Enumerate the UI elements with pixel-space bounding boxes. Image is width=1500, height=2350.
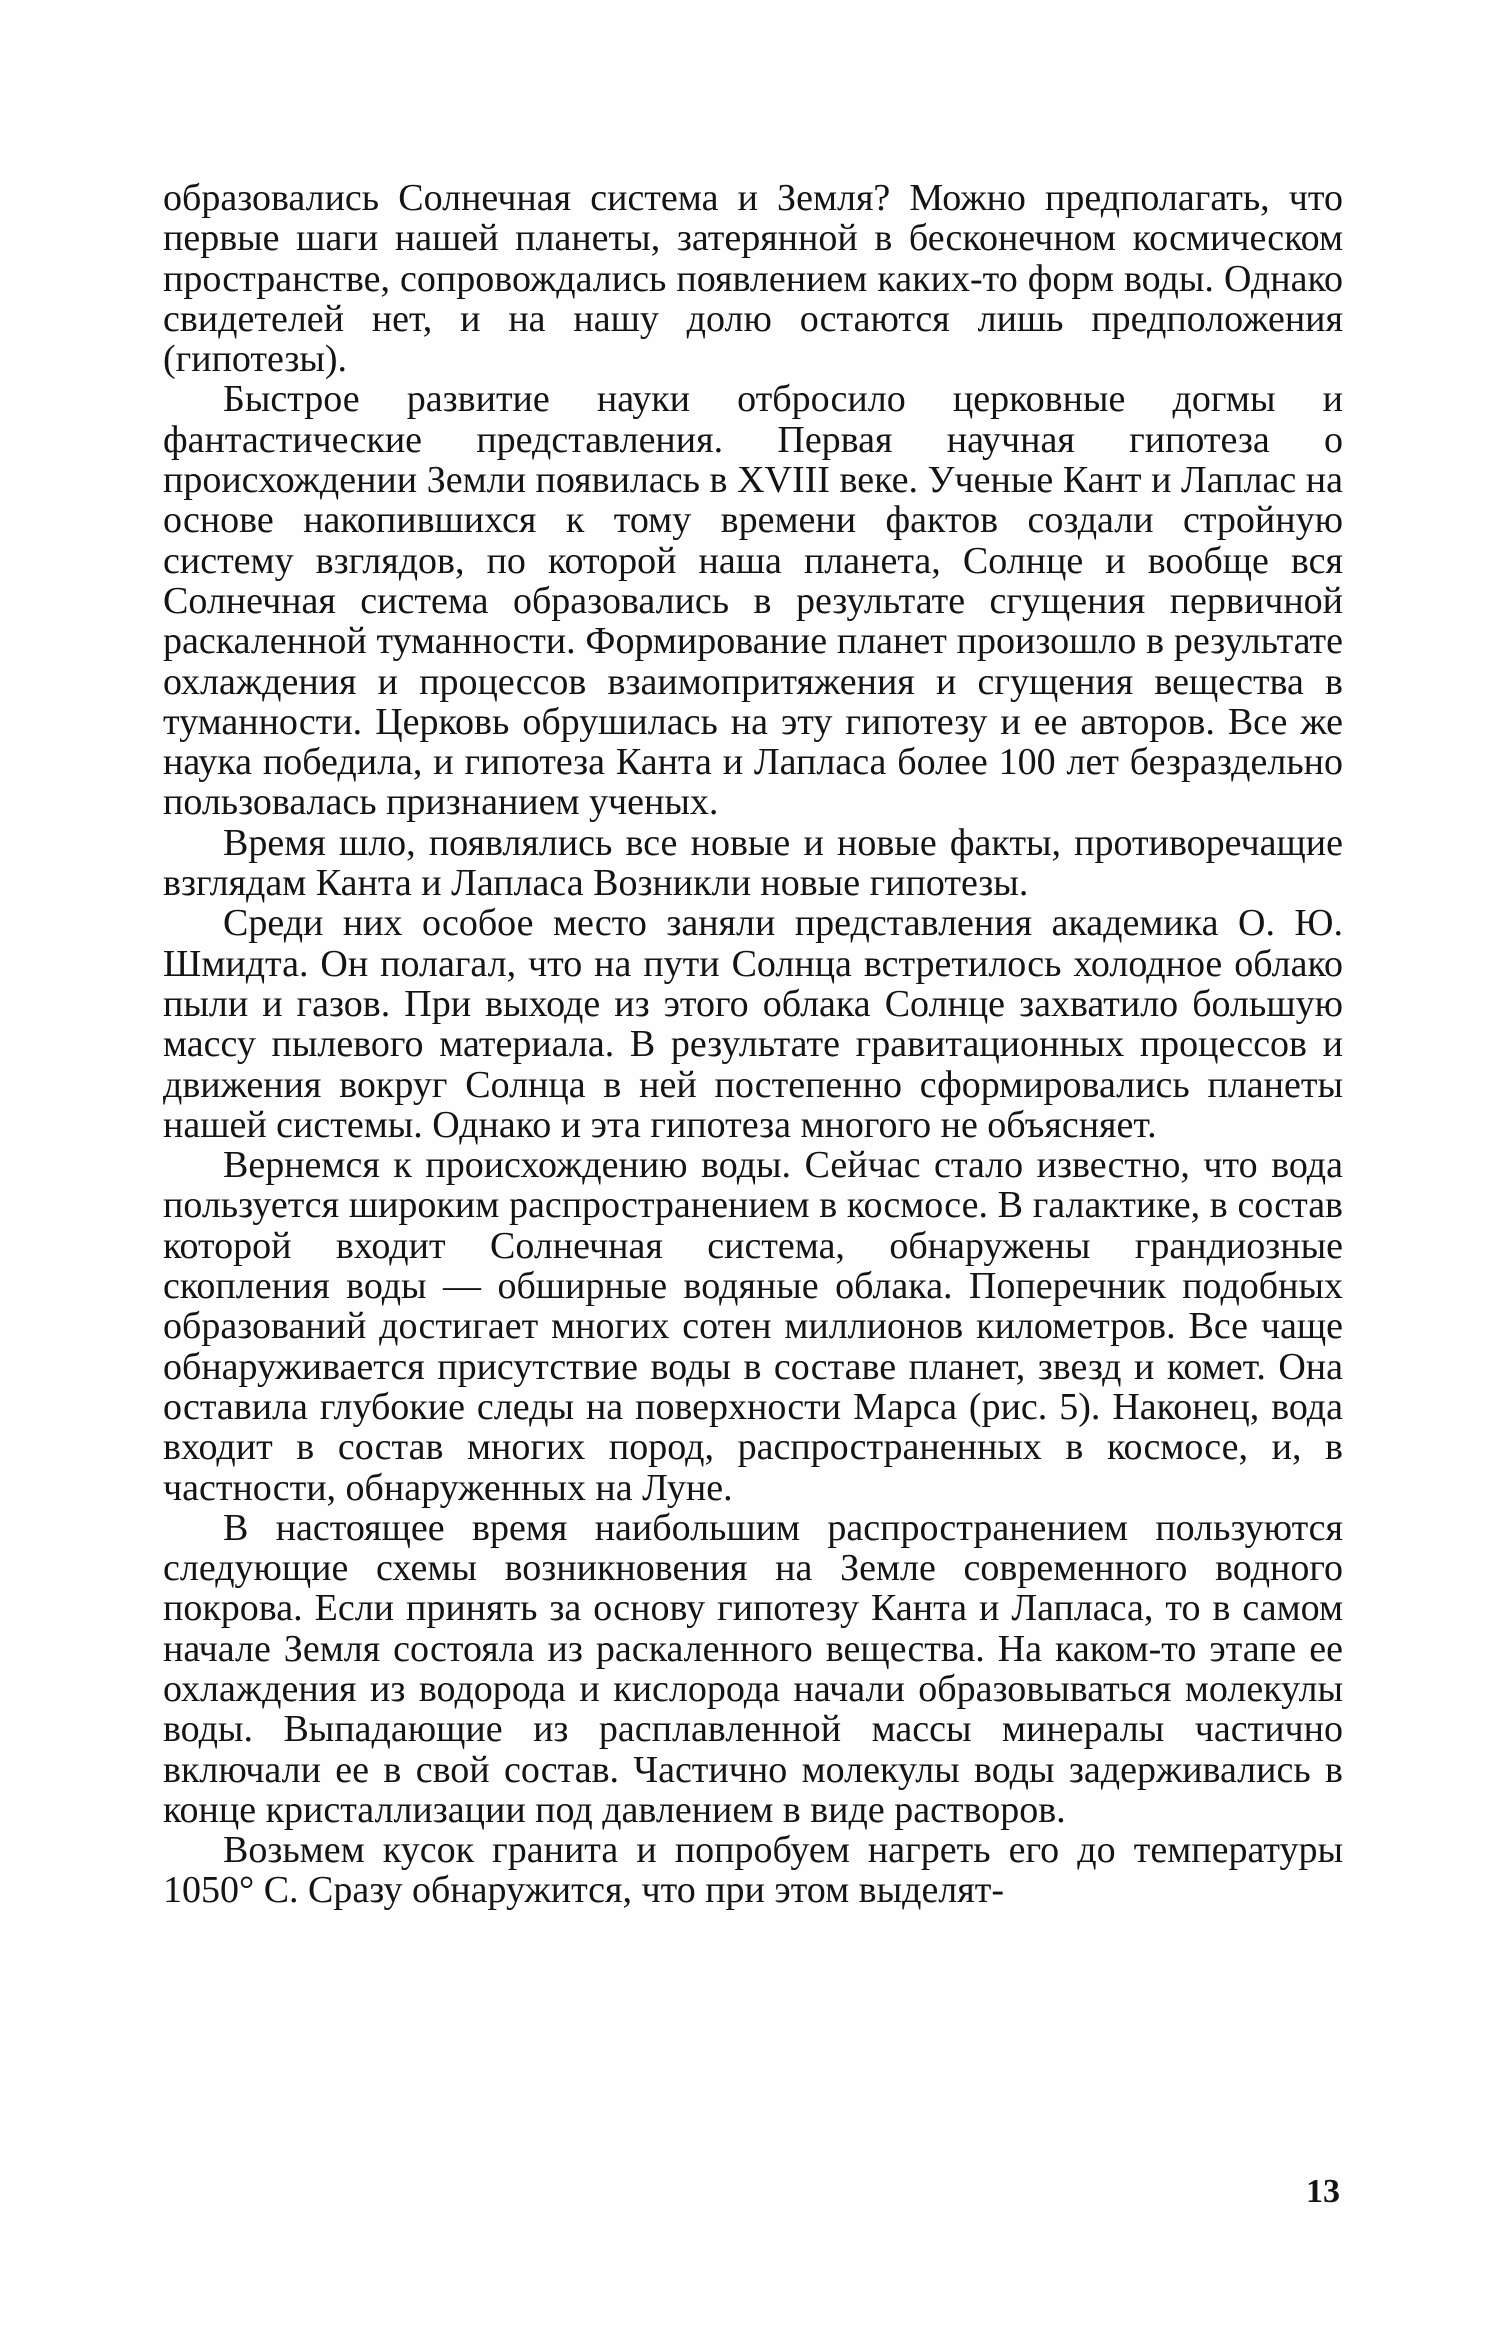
paragraph-7: Возьмем кусок гранита и попробуем нагреть его до температуры 1050° С. Сразу обнаружится, что при этом выделят- xyxy=(163,1829,1343,1912)
paragraph-5: Вернемся к происхождению воды. Сейчас стало известно, что вода пользуется широким распространением в космосе. В галактике, в состав которой входит Солнечная система, обнаружены грандиозные скопления воды — обширные водяные облака. Поперечник подобных образований достигает многих сотен миллионов километров. Все чаще обнаруживается присутствие воды в составе планет, звезд и комет. Она оставила глубокие следы на поверхности Марса (рис. 5). Наконец, вода входит в состав многих пород, распространенных в космосе, и, в частности, обнаруженных на Луне. xyxy=(163,1144,1343,1509)
paragraph-2: Быстрое развитие науки отбросило церковные догмы и фантастические представления. Первая научная гипотеза о происхождении Земли появилась в XVIII веке. Ученые Кант и Лаплас на основе накопившихся к тому времени фактов создали стройную систему взглядов, по которой наша планета, Солнце и вообще вся Солнечная система образовались в результате сгущения первичной раскаленной туманности. Формирование планет произошло в результате охлаждения и процессов взаимопритяжения и сгущения вещества в туманности. Церковь обрушилась на эту гипотезу и ее авторов. Все же наука победила, и гипотеза Канта и Лапласа более 100 лет безраздельно пользовалась признанием ученых. xyxy=(163,378,1343,824)
paragraph-3: Время шло, появлялись все новые и новые факты, противоречащие взглядам Канта и Лапласа Возникли новые гипотезы. xyxy=(163,821,1343,905)
paragraph-4: Среди них особое место заняли представления академика О. Ю. Шмидта. Он полагал, что на пути Солнца встретилось холодное облако пыли и газов. При выходе из этого облака Солнце захватило большую массу пылевого материала. В результате гравитационных процессов и движения вокруг Солнца в ней постепенно сформировались планеты нашей системы. Однако и эта гипотеза многого не объясняет. xyxy=(163,902,1343,1146)
body-text xyxy=(163,178,1343,1911)
paragraph-1: образовались Солнечная система и Земля? Можно предполагать, что первые шаги нашей планеты, затерянной в бесконечном космическом пространстве, сопровождались появлением каких-то форм воды. Однако свидетелей нет, и на нашу долю остаются лишь предположения (гипотезы). xyxy=(163,177,1343,381)
paragraph-6: В настоящее время наибольшим распространением пользуются следующие схемы возникновения на Земле современного водного покрова. Если принять за основу гипотезу Канта и Лапласа, то в самом начале Земля состояла из раскаленного вещества. На каком-то этапе ее охлаждения из водорода и кислорода начали образовываться молекулы воды. Выпадающие из расплавленной массы минералы частично включали ее в свой состав. Частично молекулы воды задерживались в конце кристаллизации под давлением в виде растворов. xyxy=(163,1506,1343,1831)
page-number: 13 xyxy=(1306,2173,1340,2210)
